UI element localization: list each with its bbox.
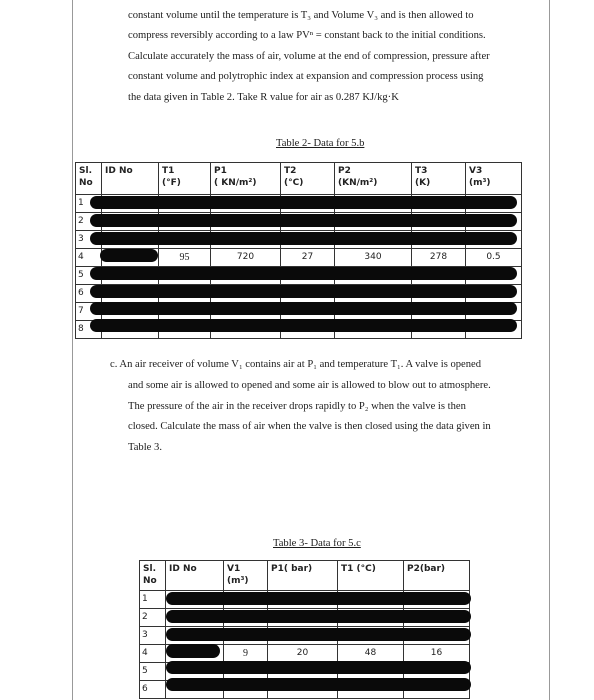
- table3-header-row: [140, 561, 470, 591]
- page-border-right: [549, 0, 550, 700]
- paragraph-line: c. An air receiver of volume V₁ contains air at P₁ and temperature T₁. A valve is opened: [110, 359, 482, 370]
- v3-cell: 0.5: [466, 249, 522, 267]
- redaction-bar: [166, 678, 471, 691]
- paragraph-line: constant volume and polytrophic index at expansion and compression process using: [128, 71, 484, 83]
- paragraph-line: Calculate accurately the mass of air, volume at the end of compression, pressure after: [128, 50, 490, 62]
- row-number: 6: [76, 285, 102, 303]
- row-number: 4: [76, 249, 102, 267]
- redaction-bar: [90, 232, 517, 245]
- row-number: 7: [76, 303, 102, 321]
- row-number: 3: [76, 231, 102, 249]
- column-header-t3: T3 (K): [412, 163, 466, 195]
- question-b-paragraph: [128, 6, 540, 108]
- p2-cell: 16: [404, 645, 470, 663]
- row-number: 1: [76, 195, 102, 213]
- row-number: 2: [76, 213, 102, 231]
- question-c-paragraph: [110, 355, 540, 459]
- paragraph-line: The pressure of the air in the receiver drops rapidly to P₂ when the valve is then: [128, 400, 466, 412]
- row-number: 2: [140, 609, 166, 627]
- p1-cell: 20: [268, 645, 338, 663]
- redaction-bar: [100, 249, 158, 262]
- redaction-bar: [90, 285, 517, 298]
- row-number: 1: [140, 591, 166, 609]
- column-header-t1: T1 (°F): [159, 163, 211, 195]
- row-number: 4: [140, 645, 166, 663]
- column-header-p1: P1 ( KN/m²): [211, 163, 281, 195]
- redaction-bar: [166, 628, 471, 641]
- row-number: 8: [76, 321, 102, 339]
- column-header-sl-no: Sl. No: [140, 561, 166, 591]
- paragraph-line: constant volume until the temperature is T₃ and Volume V₃ and is then allowed to: [128, 10, 474, 21]
- column-header-id-no: ID No: [166, 561, 224, 591]
- paragraph-line: the data given in Table 2. Take R value for air as 0.287 KJ/kg·K: [128, 91, 399, 103]
- page-border-left: [72, 0, 73, 700]
- p1-cell: 720: [211, 249, 281, 267]
- redaction-bar: [166, 610, 471, 623]
- table2-caption: Table 2- Data for 5.b: [276, 138, 365, 149]
- column-header-t2: T2 (°C): [281, 163, 335, 195]
- table3-caption: Table 3- Data for 5.c: [273, 538, 361, 549]
- column-header-p1: P1( bar): [268, 561, 338, 591]
- redaction-bar: [90, 196, 517, 209]
- v1-cell: 9: [224, 645, 268, 663]
- t3-cell: 278: [412, 249, 466, 267]
- paragraph-line: Table 3.: [128, 442, 162, 454]
- paragraph-line: closed. Calculate the mass of air when the valve is then closed using the data given in: [128, 421, 491, 433]
- column-header-sl-no: Sl. No: [76, 163, 102, 195]
- paragraph-line: and some air is allowed to opened and some air is allowed to blow out to atmosphere.: [128, 379, 491, 391]
- column-header-v3: V3 (m³): [466, 163, 522, 195]
- row-number: 5: [76, 267, 102, 285]
- table2-header-row: [76, 163, 522, 195]
- column-header-v1: V1 (m³): [224, 561, 268, 591]
- paragraph-line: compress reversibly according to a law PVⁿ = constant back to the initial conditions.: [128, 30, 486, 42]
- t1-cell: 95: [159, 249, 211, 267]
- redaction-bar: [90, 267, 517, 280]
- redaction-bar: [90, 319, 517, 332]
- row-number: 5: [140, 663, 166, 681]
- redaction-bar: [166, 644, 220, 658]
- t1-cell: 48: [338, 645, 404, 663]
- column-header-id-no: ID No: [102, 163, 159, 195]
- column-header-t1: T1 (°C): [338, 561, 404, 591]
- t2-cell: 27: [281, 249, 335, 267]
- redaction-bar: [90, 214, 517, 227]
- redaction-bar: [90, 302, 517, 315]
- row-number: 3: [140, 627, 166, 645]
- column-header-p2: P2 (KN/m²): [335, 163, 412, 195]
- redaction-bar: [166, 661, 471, 674]
- p2-cell: 340: [335, 249, 412, 267]
- column-header-p2: P2(bar): [404, 561, 470, 591]
- row-number: 6: [140, 681, 166, 699]
- redaction-bar: [166, 592, 471, 605]
